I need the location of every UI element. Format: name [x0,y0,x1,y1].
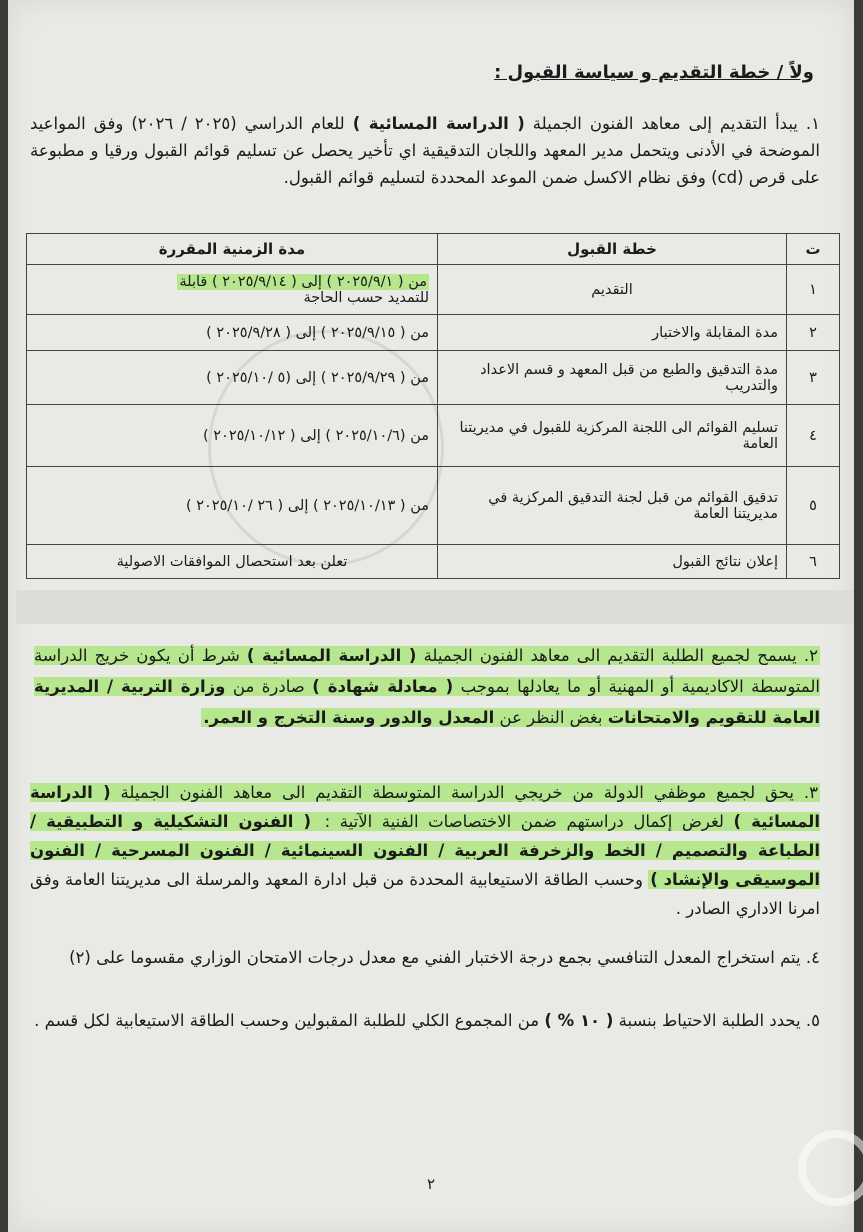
paragraph-3 [30,778,820,923]
row-period: من (٢٠٢٥/١٠/٦ ) إلى ( ٢٠٢٥/١٠/١٢ ) [27,405,438,467]
paragraph-2-number: ٢. [803,646,818,665]
paragraph-2-bold-d: المعدل والدور وسنة التخرج و العمر. [203,708,495,727]
table-row [27,315,840,351]
paragraph-5-number: ٥. [805,1011,820,1030]
row-plan: مدة التدقيق والطبع من قبل المعهد و قسم الاعداد والتدريب [438,351,787,405]
paragraph-2-bold-a: ( الدراسة المسائية ) [246,646,417,665]
row-period: من ( ٢٠٢٥/٩/٢٩ ) إلى (٥ /٢٠٢٥/١٠ ) [27,351,438,405]
paragraph-3-text-c: وحسب الطاقة الاستيعابية المحددة من قبل ادارة المعهد والمرسلة الى مديريتنا العامة وفق امرنا الاداري الصادر . [30,870,820,918]
paragraph-4-number: ٤. [805,948,820,967]
row-period [27,265,438,315]
paragraph-3-specialties: ( الفنون التشكيلية و التطبيقية / الطباعة والتصميم / الخط والزخرفة العربية / الفنون السينمائية / الفنون المسرحية / الفنون الموسيقى والإنشاد ) [30,812,821,889]
paragraph-2-text-b: شرط أن يكون خريج الدراسة المتوسطة الاكاديمية أو المهنية أو ما يعادلها بموجب [34,646,821,696]
paragraph-2-text-d: بغض النظر عن [499,708,603,727]
row-plan: تسليم القوائم الى اللجنة المركزية للقبول في مديريتنا العامة [438,405,787,467]
paragraph-2-bold-c: وزارة التربية / المديرية العامة للتقويم والامتحانات [34,677,820,727]
document-paper [8,0,854,1232]
row-period: تعلن بعد استحصال الموافقات الاصولية [27,545,438,579]
row-num: ٤ [787,405,840,467]
row-plan: التقديم [438,265,787,315]
header-num: ت [787,234,840,265]
row-period: من ( ٢٠٢٥/٩/١٥ ) إلى ( ٢٠٢٥/٩/٢٨ ) [27,315,438,351]
paragraph-1-highlight: ( الدراسة المسائية ) [352,114,525,133]
paragraph-5 [30,1006,820,1036]
row-num: ٣ [787,351,840,405]
header-plan: خطة القبول [438,234,787,265]
table-row [27,545,840,579]
paragraph-3-text-b: لغرض إكمال دراستهم ضمن الاختصاصات الفنية الآتية : [324,812,724,831]
paragraph-1-text-a: يبدأ التقديم إلى معاهد الفنون الجميلة [532,114,798,133]
paragraph-4-text: يتم استخراج المعدل التنافسي بجمع درجة الاختبار الفني مع معدل درجات الامتحان الوزاري مقسوما على (٢) [69,948,801,967]
row-period: من ( ٢٠٢٥/١٠/١٣ ) إلى ( ٢٦ /٢٠٢٥/١٠ ) [27,467,438,545]
paragraph-2 [34,640,820,733]
paragraph-1-number: ١. [805,114,821,133]
header-period: مدة الزمنية المقررة [27,234,438,265]
row-plan: مدة المقابلة والاختبار [438,315,787,351]
page-number: ٢ [426,1175,436,1193]
paragraph-3-text-a: يحق لجميع موظفي الدولة من خريجي الدراسة المتوسطة التقديم الى معاهد الفنون الجميلة [120,783,795,802]
row-num: ٢ [787,315,840,351]
paragraph-1 [30,110,820,191]
paragraph-2-text-c: صادرة من [232,677,305,696]
table-row [27,265,840,315]
paragraph-2-text-a: يسمح لجميع الطلبة التقديم الى معاهد الفنون الجميلة [423,646,797,665]
paragraph-1-text-b: للعام الدراسي (٢٠٢٥ / ٢٠٢٦) وفق المواعيد الموضحة في الأدنى ويتحمل مدير المعهد واللجان التدقيقية اي تأخير يحصل عن تسليم قوائم القبول ورقيا و مطبوعة على قرص (cd) وفق نظام الاكسل ضمن الموعد المحددة لتسليم قوائم القبول. [30,114,820,187]
row-num: ٦ [787,545,840,579]
row-num: ١ [787,265,840,315]
paragraph-5-text-a: يحدد الطلبة الاحتياط بنسبة [618,1011,801,1030]
admission-plan-table [26,233,840,579]
table-row [27,467,840,545]
table-row [27,351,840,405]
paragraph-3-bold-a: ( الدراسة المسائية ) [30,783,821,831]
row-plan: تدقيق القوائم من قبل لجنة التدقيق المركزية في مديريتنا العامة [438,467,787,545]
row-plan: إعلان نتائج القبول [438,545,787,579]
table-row [27,405,840,467]
paragraph-5-bold: ( ١٠ % ) [544,1011,614,1030]
section-title: ولاً / خطة التقديم و سياسة القبول : [494,62,814,83]
paragraph-4 [30,943,820,973]
row-period-note: للتمديد حسب الحاجة [303,289,429,306]
table-header-row [27,234,840,265]
row-num: ٥ [787,467,840,545]
document-page [8,0,854,1232]
paragraph-3-number: ٣. [803,783,819,802]
paragraph-2-bold-b: ( معادلة شهادة ) [312,677,454,696]
row-period-date: من ( ٢٠٢٥/٩/١ ) إلى ( ٢٠٢٥/٩/١٤ ) قابلة [179,273,427,290]
paragraph-5-text-b: من المجموع الكلي للطلبة المقبولين وحسب الطاقة الاستيعابية لكل قسم . [34,1011,540,1030]
